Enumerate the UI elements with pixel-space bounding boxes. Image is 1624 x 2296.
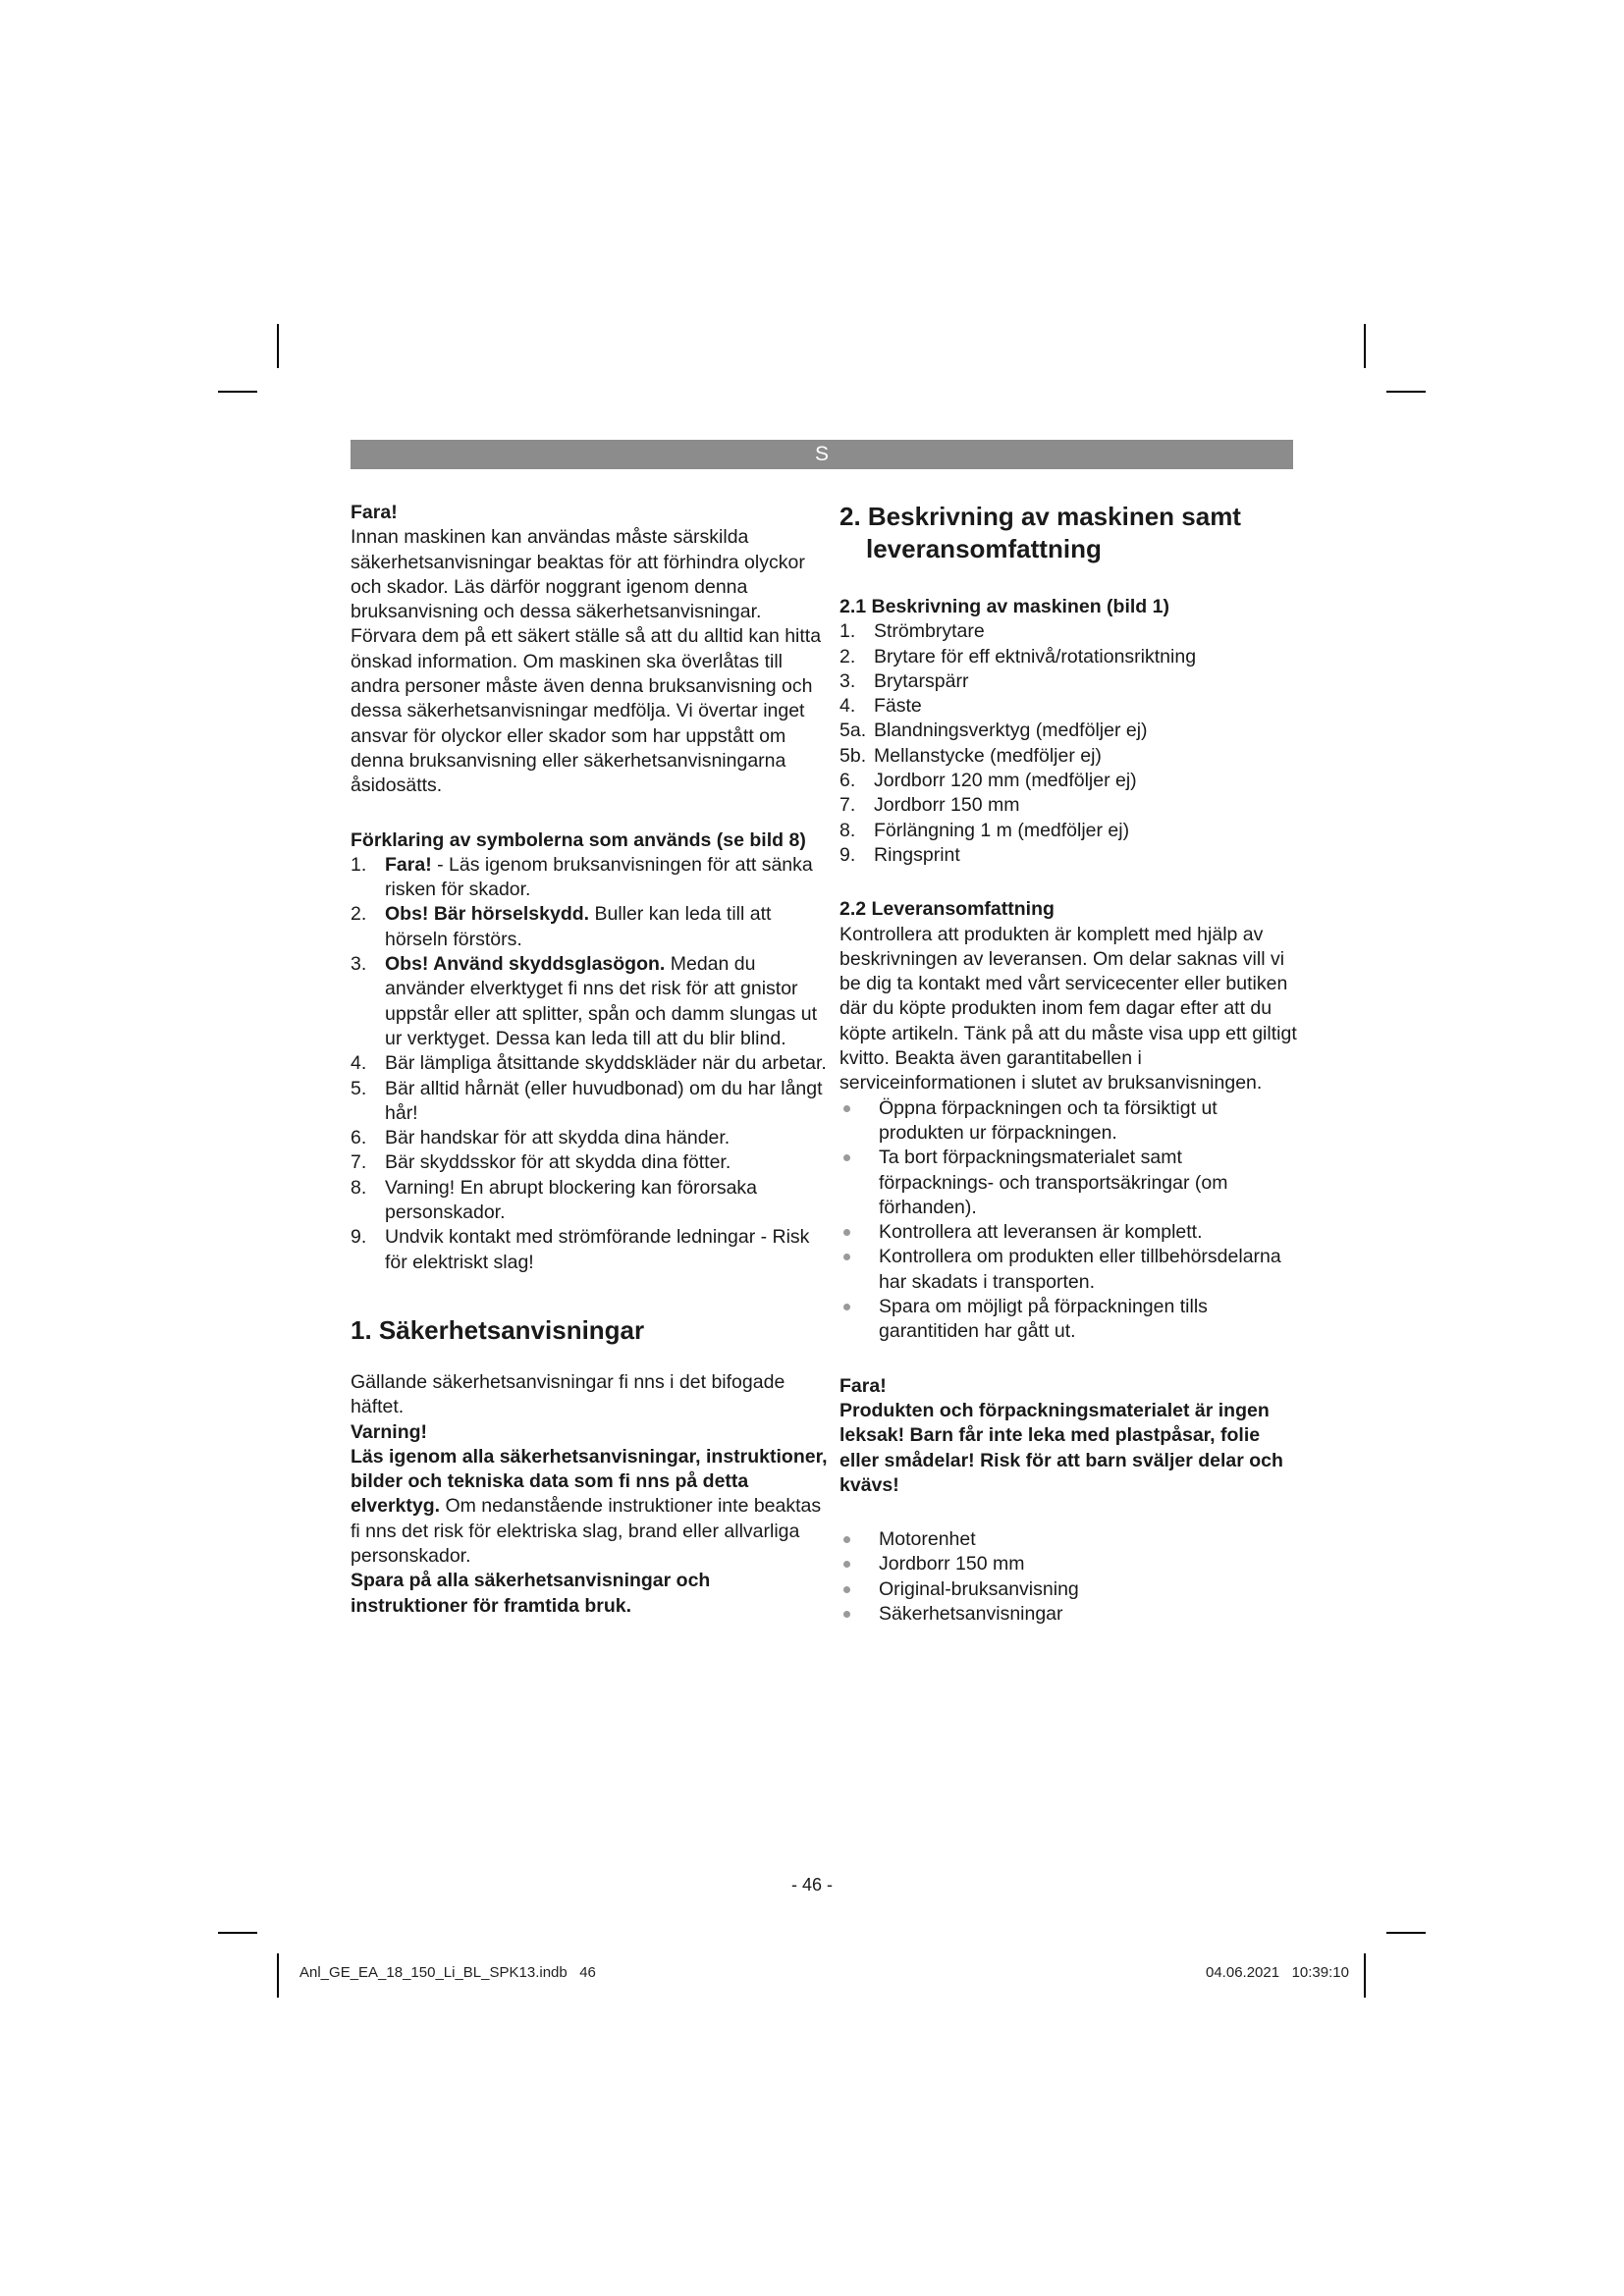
- section1-intro: Gällande säkerhetsanvisningar fi nns i det bifogade häftet.: [351, 1370, 785, 1418]
- crop-mark: [218, 391, 257, 393]
- part-number: 2.: [839, 645, 856, 667]
- symbol-item: [351, 1176, 829, 1226]
- danger-text: Innan maskinen kan användas måste särskilda säkerhetsanvisningar beaktas för att förhindra olyckor och skador. Läs därför noggrant igenom denna bruksanvisning och dessa säkerhetsanvisningar. Förvara dem på ett säkert ställe så att du alltid kan hitta önskad information. Om maskinen ska överlåtas till andra personer måste även denna bruksanvisning och dessa säkerhetsanvisningar medfölja. Vi övertar inget ansvar för olyckor eller skador som har uppstått om denna bruksanvisning eller säkerhetsanvisningarna åsidosätts.: [351, 526, 822, 797]
- part-item: [839, 645, 1301, 669]
- warning-title: Varning!: [351, 1420, 428, 1443]
- part-item: [839, 669, 1301, 694]
- parts-list: [839, 619, 1301, 868]
- symbol-text: Bär alltid hårnät (eller huvudbonad) om du har långt hår!: [385, 1077, 823, 1124]
- warning-text: Om nedanstående instruktioner inte beaktas fi nns det risk för elektriska slag, brand eller allvarliga personskador.: [351, 1495, 822, 1567]
- symbol-text: Bär handskar för att skydda dina händer.: [385, 1127, 731, 1149]
- crop-mark: [1364, 324, 1366, 368]
- symbol-text: Bär lämpliga åtsittande skyddskläder när du arbetar.: [385, 1052, 827, 1075]
- unpack-step: Kontrollera att leveransen är komplett.: [839, 1220, 1301, 1245]
- part-item: [839, 793, 1301, 818]
- crop-mark: [277, 324, 279, 368]
- contents-list: [839, 1527, 1301, 1627]
- symbol-item: [351, 952, 829, 1051]
- symbol-number: 8.: [351, 1176, 367, 1199]
- part-label: Jordborr 120 mm (medföljer ej): [874, 770, 1137, 792]
- unpack-step: Ta bort förpackningsmaterialet samt förpacknings- och transportsäkringar (om förhanden).: [839, 1146, 1301, 1220]
- symbol-label: Obs! Använd skyddsglasögon.: [385, 953, 666, 976]
- part-item: [839, 769, 1301, 793]
- danger-title-right: Fara!: [839, 1374, 887, 1397]
- part-label: Brytare för eff ektnivå/rotationsriktning: [874, 645, 1197, 667]
- part-number: 4.: [839, 695, 856, 718]
- part-label: Ringsprint: [874, 843, 960, 866]
- part-number: 9.: [839, 843, 856, 866]
- timestamp-slug: 04.06.2021 10:39:10: [1206, 1964, 1349, 1981]
- save-instructions: Spara på alla säkerhetsanvisningar och instruktioner för framtida bruk.: [351, 1570, 711, 1617]
- symbol-number: 6.: [351, 1127, 367, 1149]
- danger-title: Fara!: [351, 502, 398, 523]
- symbol-item: [351, 1150, 829, 1175]
- crop-mark: [1364, 1953, 1366, 1998]
- part-number: 5b.: [839, 744, 867, 767]
- symbol-number: 7.: [351, 1151, 367, 1174]
- crop-mark: [1386, 1932, 1426, 1934]
- unpack-step: Spara om möjligt på förpackningen tills garantitiden har gått ut.: [839, 1295, 1301, 1345]
- part-label: Förlängning 1 m (medföljer ej): [874, 819, 1130, 841]
- crop-mark: [277, 1953, 279, 1998]
- part-item: [839, 843, 1301, 868]
- crop-mark: [218, 1932, 257, 1934]
- unpack-steps-list: [839, 1096, 1301, 1345]
- symbol-number: 4.: [351, 1052, 367, 1075]
- symbol-item: [351, 853, 829, 903]
- file-slug: Anl_GE_EA_18_150_Li_BL_SPK13.indb 46: [299, 1964, 596, 1981]
- contents-item: Jordborr 150 mm: [839, 1552, 1301, 1576]
- unpack-step: Öppna förpackningen och ta försiktigt ut produkten ur förpackningen.: [839, 1096, 1301, 1147]
- right-column: [839, 501, 1301, 1627]
- unpack-step: Kontrollera om produkten eller tillbehörsdelarna har skadats i transporten.: [839, 1245, 1301, 1295]
- symbol-text: Varning! En abrupt blockering kan förorsaka personskador.: [385, 1176, 758, 1224]
- language-bar: S: [351, 440, 1293, 469]
- symbol-number: 2.: [351, 903, 367, 926]
- part-item: [839, 619, 1301, 644]
- part-item: [839, 694, 1301, 719]
- sub21-title: 2.1 Beskrivning av maskinen (bild 1): [839, 596, 1169, 617]
- part-item: [839, 744, 1301, 769]
- part-number: 5a.: [839, 720, 867, 742]
- part-label: Blandningsverktyg (medföljer ej): [874, 720, 1148, 742]
- symbol-item: [351, 1225, 829, 1275]
- symbol-item: [351, 1126, 829, 1150]
- part-label: Jordborr 150 mm: [874, 794, 1020, 817]
- symbol-text: Buller kan leda till att hörseln förstörs.: [385, 903, 772, 950]
- symbol-item: [351, 902, 829, 952]
- symbol-label: Obs! Bär hörselskydd.: [385, 903, 590, 926]
- warning-bold: Läs igenom alla säkerhetsanvisningar, instruktioner, bilder och tekniska data som fi nns på detta elverktyg.: [351, 1445, 828, 1518]
- contents-item: Säkerhetsanvisningar: [839, 1602, 1301, 1627]
- symbol-text: Undvik kontakt med strömförande ledningar - Risk för elektriskt slag!: [385, 1226, 810, 1273]
- section1-title: 1. Säkerhetsanvisningar: [351, 1314, 645, 1345]
- symbol-item: [351, 1077, 829, 1127]
- warning-paragraph: [351, 1445, 829, 1569]
- part-number: 3.: [839, 669, 856, 692]
- contents-item: Motorenhet: [839, 1527, 1301, 1552]
- sub22-title: 2.2 Leveransomfattning: [839, 898, 1055, 921]
- symbol-text: - Läs igenom bruksanvisningen för att sänka risken för skador.: [385, 853, 813, 901]
- symbol-number: 3.: [351, 953, 367, 976]
- symbol-label: Fara!: [385, 853, 432, 876]
- page-number: - 46 -: [790, 1875, 833, 1895]
- symbol-number: 5.: [351, 1077, 367, 1099]
- part-label: Strömbrytare: [874, 620, 985, 643]
- part-number: 1.: [839, 620, 856, 643]
- section2-title: 2. Beskrivning av maskinen samt leveransomfattning: [839, 502, 1241, 563]
- part-number: 6.: [839, 770, 856, 792]
- contents-item: Original-bruksanvisning: [839, 1577, 1301, 1602]
- part-number: 8.: [839, 819, 856, 841]
- part-label: Fäste: [874, 695, 922, 718]
- crop-mark: [1386, 391, 1426, 393]
- symbol-text: Bär skyddsskor för att skydda dina fötter.: [385, 1151, 731, 1174]
- part-number: 7.: [839, 794, 856, 817]
- part-item: [839, 719, 1301, 743]
- symbol-number: 9.: [351, 1226, 367, 1249]
- symbol-item: [351, 1051, 829, 1076]
- symbols-list: [351, 853, 829, 1275]
- part-label: Brytarspärr: [874, 669, 969, 692]
- danger-text-right: Produkten och förpackningsmaterialet är ingen leksak! Barn får inte leka med plastpåsar, folie eller smådelar! Risk för att barn sväljer delar och kvävs!: [839, 1399, 1283, 1496]
- symbol-number: 1.: [351, 853, 367, 876]
- left-column: [351, 501, 829, 1619]
- symbols-title: Förklaring av symbolerna som används (se bild 8): [351, 828, 806, 851]
- part-label: Mellanstycke (medföljer ej): [874, 744, 1102, 767]
- sub22-text: Kontrollera att produkten är komplett med hjälp av beskrivningen av leveransen. Om delar saknas vill vi be dig ta kontakt med vårt servicecenter eller butiken där du köpte produkten inom fem dagar efter att du köpte artikeln. Tänk på att du måste visa upp ett giltigt kvitto. Beakta även garantitabellen i serviceinformationen i slutet av bruksanvisningen.: [839, 923, 1297, 1095]
- part-item: [839, 819, 1301, 843]
- symbol-text: Medan du använder elverktyget fi nns det risk för att gnistor uppstår eller att splitter, spån och damm slungas ut ur verktyget. Dessa kan leda till att du blir blind.: [385, 953, 818, 1049]
